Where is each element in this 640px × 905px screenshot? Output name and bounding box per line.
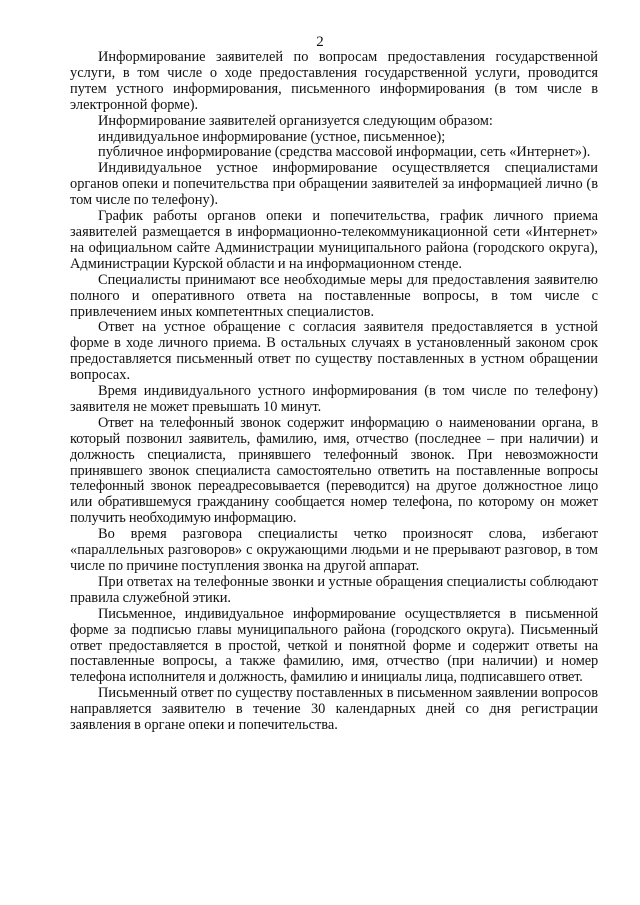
paragraph-phone-call: Ответ на телефонный звонок содержит информацию о наименовании органа, в который позвонил заявитель, фамилию, имя, отчество (последнее – при наличии) и должность специалиста, принявшего телефонный звонок. При невозможности принявшего звонок специалиста самостоятельно ответить на поставленные вопросы телефонный звонок переадресовывается (переводится) на другое должностное лицо или обратившемуся гражданину сообщается номер телефона, по которому он может получить необходимую информацию.: [70, 414, 598, 527]
paragraph-individual-informing: индивидуальное информирование (устное, письменное);: [98, 128, 446, 145]
paragraph-written-informing: Письменное, индивидуальное информирование осуществляется в письменной форме за подписью главы муниципального района (городского округа). Письменный ответ предоставляется в простой, четкой и понятной форме и содержит ответы на поставленные вопросы, а также фамилию, имя, отчество (при наличии) и номер телефона исполнителя и должность, фамилию и инициалы лица, подписавшего ответ.: [70, 605, 598, 686]
paragraph-organization: Информирование заявителей организуется следующим образом:: [98, 112, 493, 129]
document-body: [70, 50, 598, 734]
paragraph-oral-informing: Индивидуальное устное информирование осуществляется специалистами органов опеки и попечительства при обращении заявителей за информацией лично (в том числе по телефону).: [70, 160, 598, 209]
paragraph-written-response-deadline: Письменный ответ по существу поставленных в письменном заявлении вопросов направляется заявителю в течение 30 календарных дней со дня регистрации заявления в органе опеки и попечительства.: [70, 685, 598, 734]
paragraph-oral-response: Ответ на устное обращение с согласия заявителя предоставляется в устной форме в ходе личного приема. В остальных случаях в установленный законом срок предоставляется письменный ответ по существу поставленных в устном обращении вопросах.: [70, 319, 598, 384]
paragraph-service-ethics: При ответах на телефонные звонки и устные обращения специалисты соблюдают правила служебной этики.: [70, 573, 598, 606]
paragraph-conversation-rules: Во время разговора специалисты четко произносят слова, избегают «параллельных разговоров» с окружающими людьми и не прерывают разговор, в том числе по причине поступления звонка на другой аппарат.: [70, 526, 598, 574]
page-number: 2: [316, 34, 324, 50]
paragraph-information-methods: Информирование заявителей по вопросам предоставления государственной услуги, в том числе о ходе предоставления государственной услуги, проводится путем устного информирования, письменного информирования (в том числе в электронной форме).: [70, 49, 598, 113]
paragraph-specialists-measures: Специалисты принимают все необходимые меры для предоставления заявителю полного и оперативного ответа на поставленные вопросы, в том числе с привлечением иных компетентных специалистов.: [70, 271, 598, 320]
paragraph-work-schedule: График работы органов опеки и попечительства, график личного приема заявителей размещается в информационно-телекоммуникационной сети «Интернет» на официальном сайте Администрации муниципального района (городского округа), Администрации Курской области и на информационном стенде.: [70, 208, 598, 272]
paragraph-public-informing: публичное информирование (средства массовой информации, сеть «Интернет»).: [98, 144, 591, 161]
paragraph-time-limit: Время индивидуального устного информирования (в том числе по телефону) заявителя не может превышать 10 минут.: [70, 383, 598, 415]
